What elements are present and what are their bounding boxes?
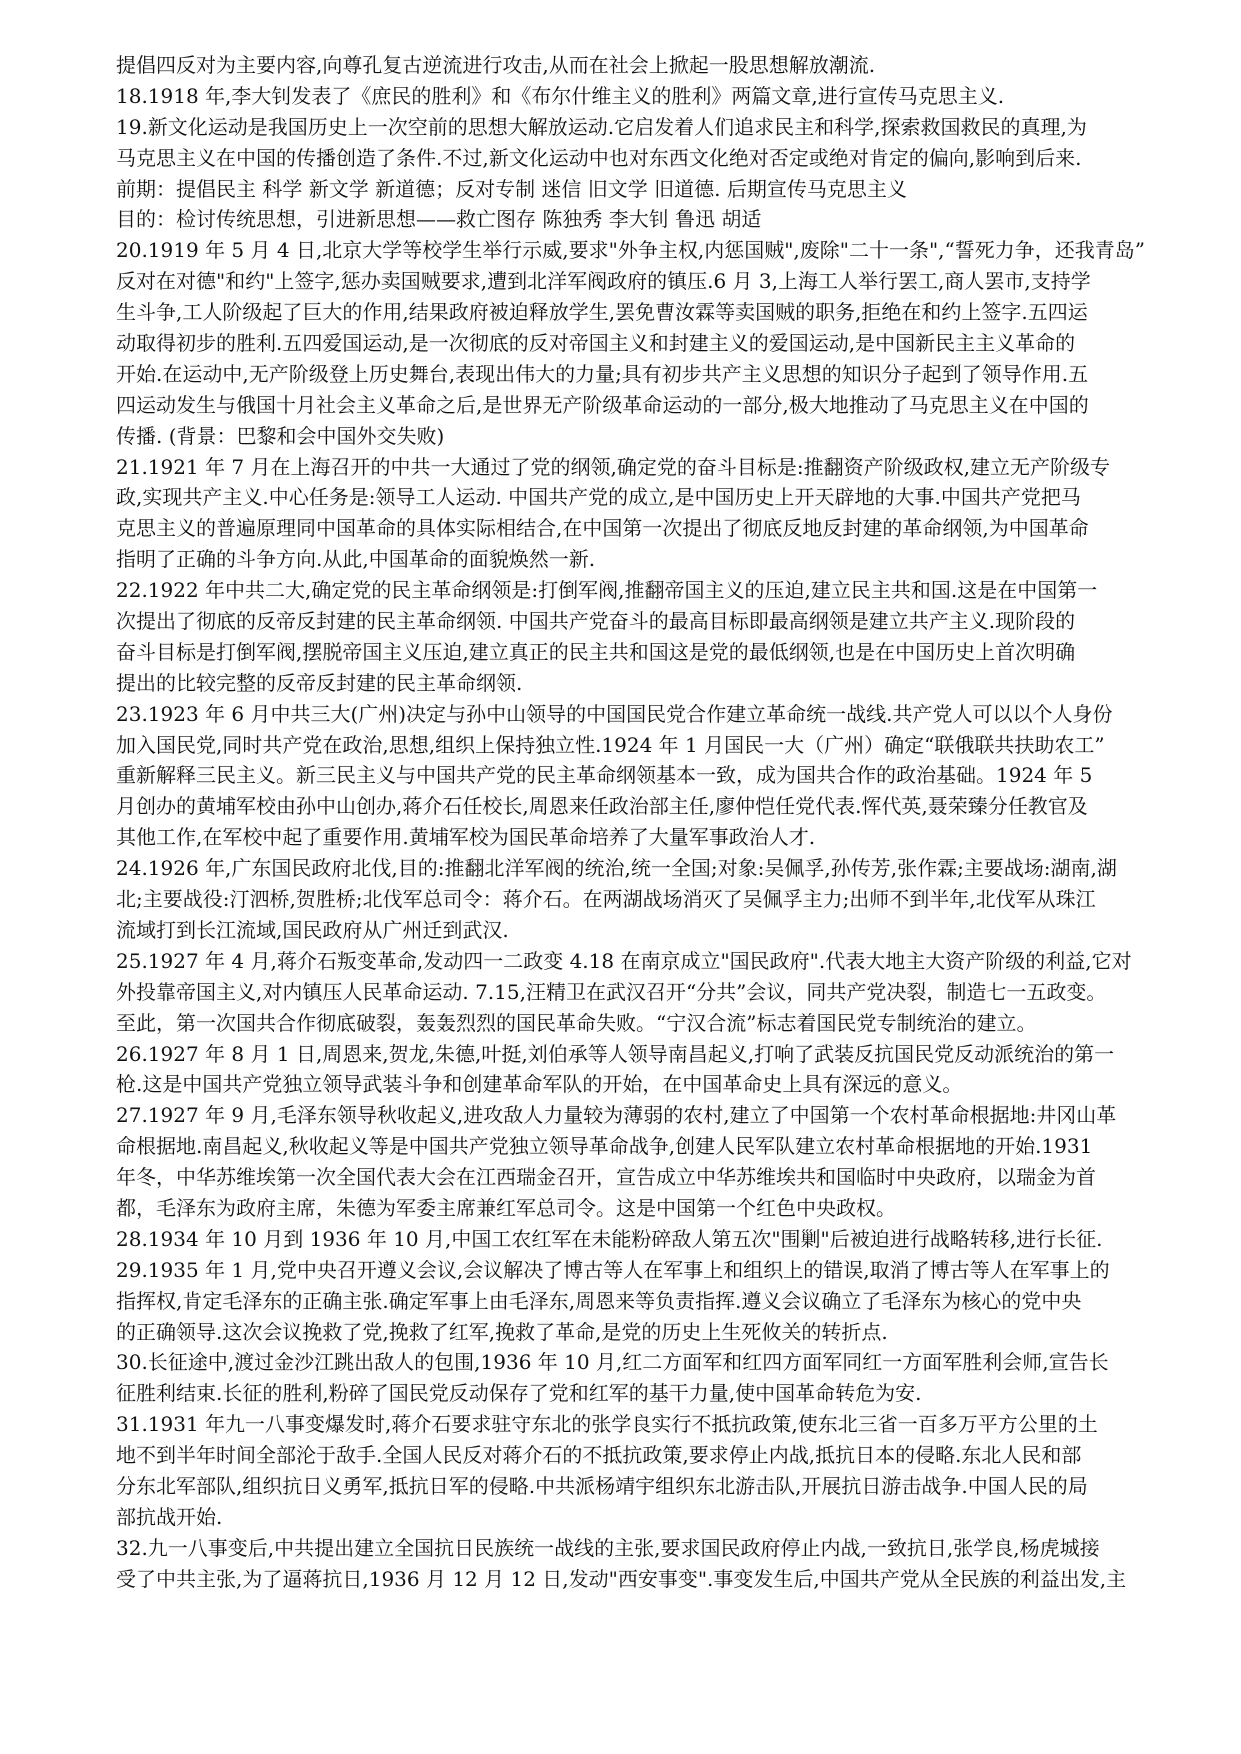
text-line: 31.1931 年九一八事变爆发时,蒋介石要求驻守东北的张学良实行不抵抗政策,使东北三省一百多万平方公里的土 bbox=[116, 1412, 1098, 1437]
text-line: 受了中共主张,为了逼蒋抗日,1936 月 12 月 12 日,发动"西安事变".事变发生后,中国共产党从全民族的利益出发,主 bbox=[116, 1566, 1127, 1591]
text-line: 次提出了彻底的反帝反封建的民主革命纲领. 中国共产党奋斗的最高目标即最高纲领是建立共产主义.现阶段的 bbox=[116, 609, 1076, 634]
text-line: 加入国民党,同时共产党在政治,思想,组织上保持独立性.1924 年 1 月国民一大（广州）确定“联俄联共扶助农工” bbox=[116, 732, 1105, 757]
text-line: 21.1921 年 7 月在上海召开的中共一大通过了党的纲领,确定党的奋斗目标是:推翻资产阶级政权,建立无产阶级专 bbox=[116, 454, 1110, 479]
text-line: 动取得初步的胜利.五四爱国运动,是一次彻底的反对帝国主义和封建主义的爱国运动,是中国新民主主义革命的 bbox=[116, 331, 1076, 356]
text-line: 24.1926 年,广东国民政府北伐,目的:推翻北洋军阀的统治,统一全国;对象:吴佩孚,孙传芳,张作霖;主要战场:湖南,湖 bbox=[116, 856, 1117, 881]
text-line: 流域打到长江流域,国民政府从广州迁到武汉. bbox=[116, 917, 509, 942]
text-line: 26.1927 年 8 月 1 日,周恩来,贺龙,朱德,叶挺,刘伯承等人领导南昌起义,打响了武装反抗国民党反动派统治的第一 bbox=[116, 1041, 1115, 1066]
text-line: 的正确领导.这次会议挽救了党,挽救了红军,挽救了革命,是党的历史上生死攸关的转折点. bbox=[116, 1319, 888, 1344]
text-line: 18.1918 年,李大钊发表了《庶民的胜利》和《布尔什维主义的胜利》两篇文章,进行宣传马克思主义. bbox=[116, 83, 1005, 108]
text-line: 外投靠帝国主义,对内镇压人民革命运动. 7.15,汪精卫在武汉召开“分共”会议，同共产党决裂，制造七一五政变。 bbox=[116, 979, 1107, 1004]
text-line: 重新解释三民主义。新三民主义与中国共产党的民主革命纲领基本一致，成为国共合作的政治基础。1924 年 5 bbox=[116, 763, 1093, 788]
text-line: 25.1927 年 4 月,蒋介石叛变革命,发动四一二政变 4.18 在南京成立"国民政府".代表大地主大资产阶级的利益,它对 bbox=[116, 948, 1132, 973]
text-line: 克思主义的普遍原理同中国革命的具体实际相结合,在中国第一次提出了彻底反地反封建的革命纲领,为中国革命 bbox=[116, 516, 1089, 541]
text-line: 都，毛泽东为政府主席，朱德为军委主席兼红军总司令。这是中国第一个红色中央政权。 bbox=[116, 1195, 896, 1220]
text-line: 传播. (背景：巴黎和会中国外交失败) bbox=[116, 423, 445, 448]
text-line: 开始.在运动中,无产阶级登上历史舞台,表现出伟大的力量;具有初步共产主义思想的知识分子起到了领导作用.五 bbox=[116, 361, 1089, 386]
text-line: 地不到半年时间全部沦于敌手.全国人民反对蒋介石的不抵抗政策,要求停止内战,抵抗日本的侵略.东北人民和部 bbox=[116, 1443, 1082, 1468]
text-line: 30.长征途中,渡过金沙江跳出敌人的包围,1936 年 10 月,红二方面军和红四方面军同红一方面军胜利会师,宣告长 bbox=[116, 1350, 1109, 1375]
text-line: 命根据地.南昌起义,秋收起义等是中国共产党独立领导革命战争,创建人民军队建立农村革命根据地的开始.1931 bbox=[116, 1134, 1093, 1159]
text-line: 政,实现共产主义.中心任务是:领导工人运动. 中国共产党的成立,是中国历史上开天辟地的大事.中国共产党把马 bbox=[116, 485, 1081, 510]
text-line: 至此，第一次国共合作彻底破裂，轰轰烈烈的国民革命失败。“宁汉合流”标志着国民党专制统治的建立。 bbox=[116, 1010, 1037, 1035]
text-line: 月创办的黄埔军校由孙中山创办,蒋介石任校长,周恩来任政治部主任,廖仲恺任党代表.恽代英,聂荣臻分任教官及 bbox=[116, 794, 1088, 819]
text-line: 提倡四反对为主要内容,向尊孔复古逆流进行攻击,从而在社会上掀起一股思想解放潮流. bbox=[116, 53, 876, 77]
text-line: 27.1927 年 9 月,毛泽东领导秋收起义,进攻敌人力量较为薄弱的农村,建立了中国第一个农村革命根据地:井冈山革 bbox=[116, 1103, 1117, 1128]
text-line: 22.1922 年中共二大,确定党的民主革命纲领是:打倒军阀,推翻帝国主义的压迫,建立民主共和国.这是在中国第一 bbox=[116, 578, 1098, 603]
text-line: 马克思主义在中国的传播创造了条件.不过,新文化运动中也对东西文化绝对否定或绝对肯定的偏向,影响到后来. bbox=[116, 145, 1082, 170]
text-line: 23.1923 年 6 月中共三大(广州)决定与孙中山领导的中国国民党合作建立革命统一战线.共产党人可以以个人身份 bbox=[116, 701, 1113, 726]
text-line: 29.1935 年 1 月,党中央召开遵义会议,会议解决了博古等人在军事上和组织上的错误,取消了博古等人在军事上的 bbox=[116, 1257, 1110, 1282]
text-line: 奋斗目标是打倒军阀,摆脱帝国主义压迫,建立真正的民主共和国这是党的最低纲领,也是在中国历史上首次明确 bbox=[116, 639, 1076, 664]
text-line: 32.九一八事变后,中共提出建立全国抗日民族统一战线的主张,要求国民政府停止内战,一致抗日,张学良,杨虎城接 bbox=[116, 1535, 1100, 1560]
text-line: 四运动发生与俄国十月社会主义革命之后,是世界无产阶级革命运动的一部分,极大地推动了马克思主义在中国的 bbox=[116, 392, 1089, 417]
text-line: 反对在对德"和约"上签字,惩办卖国贼要求,遭到北洋军阀政府的镇压.6 月 3,上海工人举行罢工,商人罢市,支持学 bbox=[116, 269, 1091, 294]
text-line: 北;主要战役:汀泗桥,贺胜桥;北伐军总司令：蒋介石。在两湖战场消灭了吴佩孚主力;出师不到半年,北伐军从珠江 bbox=[116, 887, 1096, 912]
text-line: 20.1919 年 5 月 4 日,北京大学等校学生举行示威,要求"外争主权,内惩国贼",废除"二十一条",“誓死力争，还我青岛” bbox=[116, 238, 1145, 263]
text-line bbox=[116, 1595, 1176, 1626]
text-line: 枪.这是中国共产党独立领导武装斗争和创建革命军队的开始，在中国革命史上具有深远的意义。 bbox=[116, 1072, 963, 1097]
text-line: 19.新文化运动是我国历史上一次空前的思想大解放运动.它启发着人们追求民主和科学,探索救国救民的真理,为 bbox=[116, 114, 1087, 139]
text-line: 部抗战开始. bbox=[116, 1504, 223, 1529]
text-line: 生斗争,工人阶级起了巨大的作用,结果政府被迫释放学生,罢免曹汝霖等卖国贼的职务,拒绝在和约上签字.五四运 bbox=[116, 300, 1088, 325]
text-line: 其他工作,在军校中起了重要作用.黄埔军校为国民革命培养了大量军事政治人才. bbox=[116, 825, 816, 850]
text-line: 目的：检讨传统思想，引进新思想——救亡图存 陈独秀 李大钊 鲁迅 胡适 bbox=[116, 207, 762, 232]
text-line: 指挥权,肯定毛泽东的正确主张.确定军事上由毛泽东,周恩来等负责指挥.遵义会议确立了毛泽东为核心的党中央 bbox=[116, 1288, 1082, 1313]
text-line: 提出的比较完整的反帝反封建的民主革命纲领. bbox=[116, 670, 523, 695]
document-page bbox=[116, 50, 1176, 1625]
text-line: 分东北军部队,组织抗日义勇军,抵抗日军的侵略.中共派杨靖宇组织东北游击队,开展抗日游击战争.中国人民的局 bbox=[116, 1473, 1088, 1498]
text-line: 前期：提倡民主 科学 新文学 新道德；反对专制 迷信 旧文学 旧道德. 后期宣传马克思主义 bbox=[116, 176, 907, 201]
text-line: 年冬，中华苏维埃第一次全国代表大会在江西瑞金召开，宣告成立中华苏维埃共和国临时中央政府，以瑞金为首 bbox=[116, 1165, 1096, 1190]
text-line: 征胜利结束.长征的胜利,粉碎了国民党反动保存了党和红军的基干力量,使中国革命转危为安. bbox=[116, 1381, 922, 1406]
text-line: 指明了正确的斗争方向.从此,中国革命的面貌焕然一新. bbox=[116, 547, 596, 572]
text-line: 28.1934 年 10 月到 1936 年 10 月,中国工农红军在未能粉碎敌人第五次"围剿"后被迫进行战略转移,进行长征. bbox=[116, 1226, 1103, 1251]
